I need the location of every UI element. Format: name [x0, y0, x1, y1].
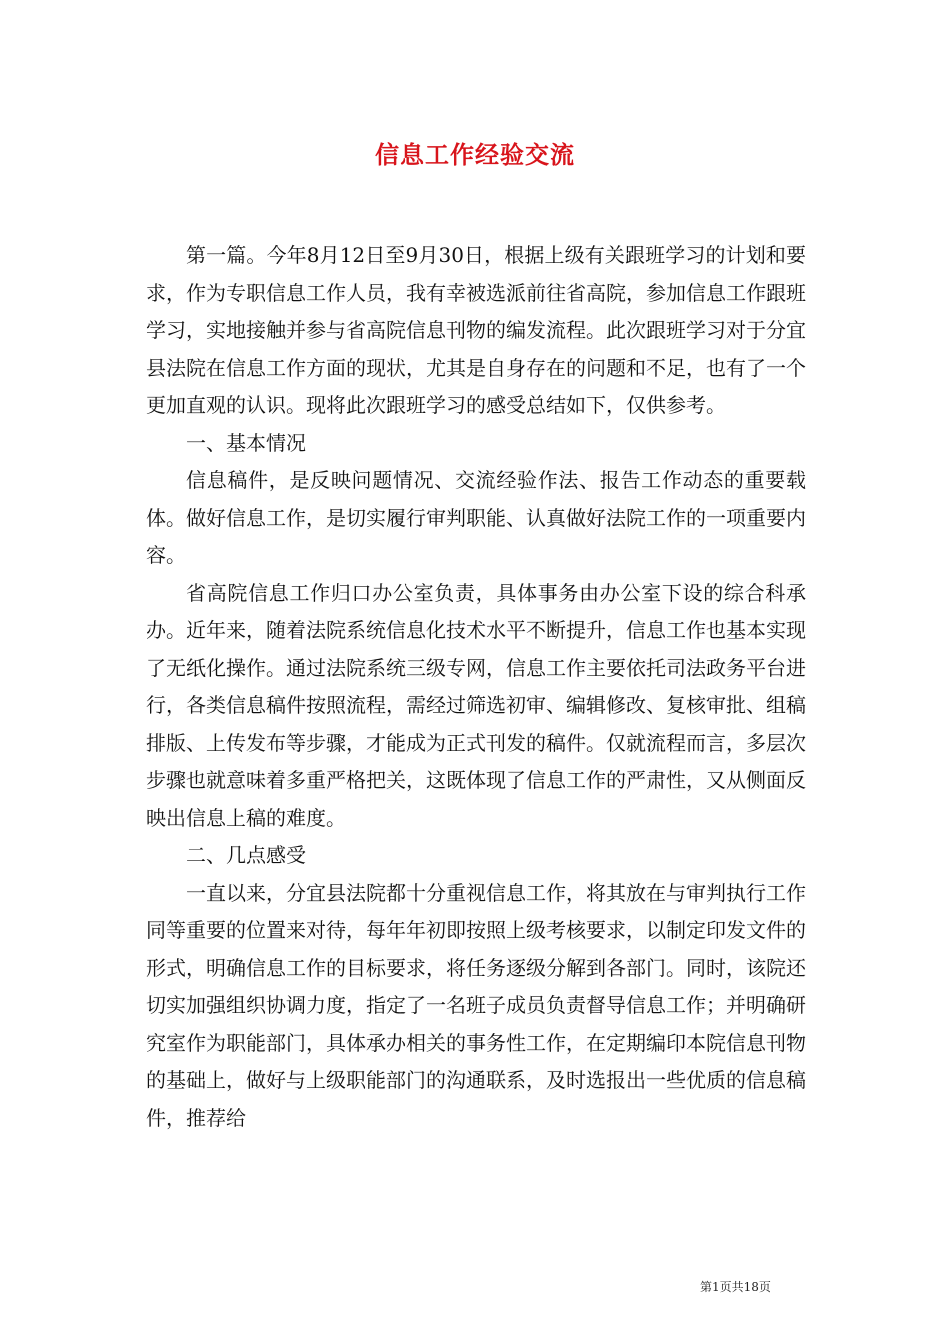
document-body [146, 237, 806, 1137]
section-heading-feelings: 二、几点感受 [186, 843, 306, 867]
paragraph-intro: 第一篇。今年8月12日至9月30日，根据上级有关跟班学习的计划和要求，作为专职信息工作人员，我有幸被选派前往省高院，参加信息工作跟班学习，实地接触并参与省高院信息刊物的编发流程。此次跟班学习对于分宜县法院在信息工作方面的现状，尤其是自身存在的问题和不足，也有了一个更加直观的认识。现将此次跟班学习的感受总结如下，仅供参考。 [146, 243, 806, 417]
paragraph-basic-2: 省高院信息工作归口办公室负责，具体事务由办公室下设的综合科承办。近年来，随着法院系统信息化技术水平不断提升，信息工作也基本实现了无纸化操作。通过法院系统三级专网，信息工作主要依托司法政务平台进行，各类信息稿件按照流程，需经过筛选初审、编辑修改、复核审批、组稿排版、上传发布等步骤，才能成为正式刊发的稿件。仅就流程而言，多层次步骤也就意味着多重严格把关，这既体现了信息工作的严肃性，又从侧面反映出信息上稿的难度。 [146, 580, 806, 830]
paragraph-basic-1: 信息稿件，是反映问题情况、交流经验作法、报告工作动态的重要载体。做好信息工作，是切实履行审判职能、认真做好法院工作的一项重要内容。 [146, 468, 806, 567]
section-heading-basic: 一、基本情况 [186, 430, 306, 455]
paragraph-feelings-1: 一直以来，分宜县法院都十分重视信息工作，将其放在与审判执行工作同等重要的位置来对待，每年年初即按照上级考核要求，以制定印发文件的形式，明确信息工作的目标要求，将任务逐级分解到各部门。同时，该院还切实加强组织协调力度，指定了一名班子成员负责督导信息工作；并明确研究室作为职能部门，具体承办相关的事务性工作，在定期编印本院信息刊物的基础上，做好与上级职能部门的沟通联系，及时选报出一些优质的信息稿件，推荐给 [146, 880, 806, 1130]
page-number-footer: 第1页共18页 [700, 1280, 771, 1294]
document-title: 信息工作经验交流 [375, 141, 575, 169]
